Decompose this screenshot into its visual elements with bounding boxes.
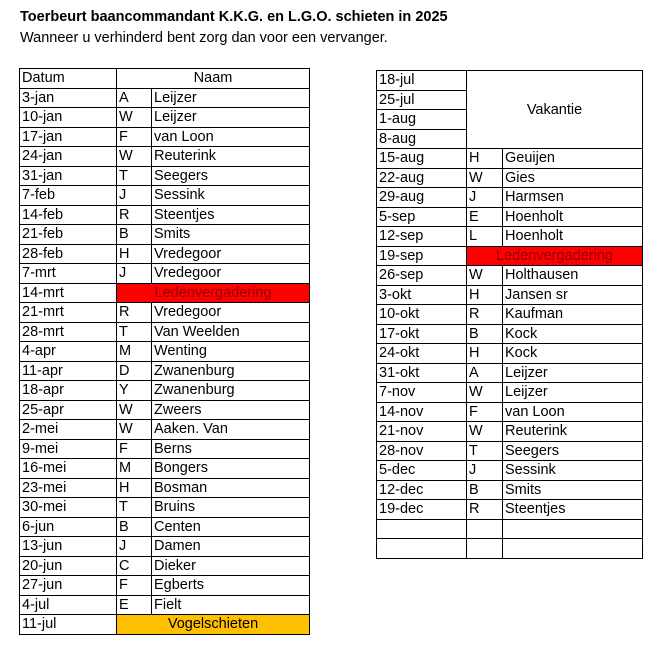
- table-header-row: [20, 69, 310, 89]
- letter-cell: F: [117, 439, 152, 459]
- date-cell: 27-jun: [20, 576, 117, 596]
- letter-cell: B: [117, 225, 152, 245]
- date-cell: 9-mei: [20, 439, 117, 459]
- name-cell: Steentjes: [152, 205, 310, 225]
- date-cell: 19-dec: [377, 500, 467, 520]
- table-row: [377, 461, 643, 481]
- table-row: [20, 381, 310, 401]
- table-row: [20, 283, 310, 303]
- name-cell: van Loon: [503, 402, 643, 422]
- name-cell: Zwanenburg: [152, 381, 310, 401]
- table-row: [377, 500, 643, 520]
- name-cell: Vredegoor: [152, 244, 310, 264]
- date-cell: 11-apr: [20, 361, 117, 381]
- table-row: [377, 402, 643, 422]
- date-cell: 25-apr: [20, 400, 117, 420]
- table-row: [377, 168, 643, 188]
- table-row: [20, 400, 310, 420]
- letter-cell: W: [467, 266, 503, 286]
- date-cell: [377, 539, 467, 559]
- table-row: [377, 441, 643, 461]
- date-cell: 16-mei: [20, 459, 117, 479]
- date-cell: 11-jul: [20, 615, 117, 635]
- letter-cell: L: [467, 227, 503, 247]
- table-row: [377, 422, 643, 442]
- date-cell: 7-feb: [20, 186, 117, 206]
- name-cell: Kock: [503, 324, 643, 344]
- name-cell: Van Weelden: [152, 322, 310, 342]
- name-cell: Gies: [503, 168, 643, 188]
- letter-cell: [467, 539, 503, 559]
- date-cell: 22-aug: [377, 168, 467, 188]
- name-cell: van Loon: [152, 127, 310, 147]
- name-cell: Hoenholt: [503, 207, 643, 227]
- date-cell: 7-nov: [377, 383, 467, 403]
- event-cell: Vogelschieten: [117, 615, 310, 635]
- page-title: Toerbeurt baancommandant K.K.G. en L.G.O. schieten in 2025: [20, 9, 448, 25]
- name-cell: Leijzer: [503, 363, 643, 383]
- letter-cell: E: [117, 595, 152, 615]
- name-cell: Bruins: [152, 498, 310, 518]
- name-cell: [503, 519, 643, 539]
- date-cell: 28-feb: [20, 244, 117, 264]
- name-cell: Reuterink: [503, 422, 643, 442]
- date-cell: 1-aug: [377, 110, 467, 130]
- date-cell: 31-jan: [20, 166, 117, 186]
- letter-cell: H: [117, 478, 152, 498]
- date-cell: 3-jan: [20, 88, 117, 108]
- vacation-label: Vakantie: [467, 71, 643, 149]
- name-cell: Damen: [152, 537, 310, 557]
- table-row: [20, 264, 310, 284]
- table-row: [377, 480, 643, 500]
- date-cell: 14-feb: [20, 205, 117, 225]
- letter-cell: W: [467, 383, 503, 403]
- date-cell: 8-aug: [377, 129, 467, 149]
- letter-cell: R: [467, 305, 503, 325]
- date-cell: 25-jul: [377, 90, 467, 110]
- table-row: [377, 246, 643, 266]
- name-cell: Sessink: [503, 461, 643, 481]
- table-row: [377, 324, 643, 344]
- date-cell: 29-aug: [377, 188, 467, 208]
- letter-cell: W: [467, 168, 503, 188]
- name-cell: Sessink: [152, 186, 310, 206]
- table-row: [377, 519, 643, 539]
- table-row: [377, 207, 643, 227]
- header-name: Naam: [117, 69, 310, 89]
- letter-cell: T: [467, 441, 503, 461]
- letter-cell: F: [467, 402, 503, 422]
- name-cell: Berns: [152, 439, 310, 459]
- date-cell: 21-feb: [20, 225, 117, 245]
- table-row: [377, 305, 643, 325]
- letter-cell: R: [117, 205, 152, 225]
- letter-cell: Y: [117, 381, 152, 401]
- date-cell: 21-nov: [377, 422, 467, 442]
- table-row: [377, 149, 643, 169]
- letter-cell: H: [117, 244, 152, 264]
- table-row: [377, 266, 643, 286]
- table-row: [377, 188, 643, 208]
- letter-cell: T: [117, 166, 152, 186]
- table-row: [20, 322, 310, 342]
- schedule-table-right: [376, 70, 643, 559]
- table-row: [20, 498, 310, 518]
- letter-cell: J: [117, 264, 152, 284]
- table-row: [377, 285, 643, 305]
- letter-cell: W: [467, 422, 503, 442]
- name-cell: Dieker: [152, 556, 310, 576]
- letter-cell: W: [117, 420, 152, 440]
- date-cell: 20-jun: [20, 556, 117, 576]
- date-cell: 12-dec: [377, 480, 467, 500]
- table-row: [20, 595, 310, 615]
- name-cell: Vredegoor: [152, 303, 310, 323]
- table-row: [20, 361, 310, 381]
- name-cell: Leijzer: [503, 383, 643, 403]
- table-row: [20, 108, 310, 128]
- table-row: [377, 383, 643, 403]
- table-row: [20, 517, 310, 537]
- date-cell: 18-apr: [20, 381, 117, 401]
- table-row: [20, 576, 310, 596]
- date-cell: 19-sep: [377, 246, 467, 266]
- letter-cell: R: [117, 303, 152, 323]
- table-row: [20, 244, 310, 264]
- schedule-table-left: [19, 68, 310, 635]
- date-cell: 18-jul: [377, 71, 467, 91]
- event-cell: Ledenvergadering: [467, 246, 643, 266]
- name-cell: Zweers: [152, 400, 310, 420]
- name-cell: Zwanenburg: [152, 361, 310, 381]
- letter-cell: J: [117, 537, 152, 557]
- letter-cell: A: [467, 363, 503, 383]
- date-cell: 23-mei: [20, 478, 117, 498]
- date-cell: 7-mrt: [20, 264, 117, 284]
- name-cell: Leijzer: [152, 88, 310, 108]
- name-cell: Steentjes: [503, 500, 643, 520]
- name-cell: Kock: [503, 344, 643, 364]
- date-cell: 26-sep: [377, 266, 467, 286]
- table-row: [20, 459, 310, 479]
- event-cell: Ledenvergadering: [117, 283, 310, 303]
- table-row: [377, 539, 643, 559]
- page-subtitle: Wanneer u verhinderd bent zorg dan voor een vervanger.: [20, 30, 388, 46]
- table-row: [20, 225, 310, 245]
- letter-cell: J: [467, 188, 503, 208]
- letter-cell: H: [467, 149, 503, 169]
- letter-cell: [467, 519, 503, 539]
- name-cell: Hoenholt: [503, 227, 643, 247]
- table-row: [377, 227, 643, 247]
- table-row: [20, 556, 310, 576]
- letter-cell: H: [467, 344, 503, 364]
- letter-cell: R: [467, 500, 503, 520]
- date-cell: 17-jan: [20, 127, 117, 147]
- name-cell: Jansen sr: [503, 285, 643, 305]
- letter-cell: B: [117, 517, 152, 537]
- table-row: [20, 303, 310, 323]
- table-row: [20, 147, 310, 167]
- name-cell: Leijzer: [152, 108, 310, 128]
- name-cell: Reuterink: [152, 147, 310, 167]
- date-cell: 15-aug: [377, 149, 467, 169]
- date-cell: [377, 519, 467, 539]
- letter-cell: H: [467, 285, 503, 305]
- name-cell: Wenting: [152, 342, 310, 362]
- name-cell: Kaufman: [503, 305, 643, 325]
- date-cell: 3-okt: [377, 285, 467, 305]
- letter-cell: F: [117, 576, 152, 596]
- name-cell: Seegers: [503, 441, 643, 461]
- letter-cell: M: [117, 342, 152, 362]
- letter-cell: M: [117, 459, 152, 479]
- table-row: [20, 537, 310, 557]
- date-cell: 14-nov: [377, 402, 467, 422]
- letter-cell: W: [117, 108, 152, 128]
- date-cell: 24-jan: [20, 147, 117, 167]
- name-cell: Geuijen: [503, 149, 643, 169]
- date-cell: 31-okt: [377, 363, 467, 383]
- date-cell: 12-sep: [377, 227, 467, 247]
- table-row: [20, 127, 310, 147]
- name-cell: Smits: [152, 225, 310, 245]
- table-row: [377, 363, 643, 383]
- table-row: [20, 420, 310, 440]
- date-cell: 5-dec: [377, 461, 467, 481]
- date-cell: 14-mrt: [20, 283, 117, 303]
- date-cell: 10-jan: [20, 108, 117, 128]
- table-row: [20, 166, 310, 186]
- name-cell: Holthausen: [503, 266, 643, 286]
- letter-cell: B: [467, 324, 503, 344]
- date-cell: 17-okt: [377, 324, 467, 344]
- vacation-row: [377, 71, 643, 91]
- table-row: [20, 186, 310, 206]
- table-row: [20, 88, 310, 108]
- table-row: [377, 344, 643, 364]
- name-cell: Egberts: [152, 576, 310, 596]
- letter-cell: T: [117, 498, 152, 518]
- letter-cell: C: [117, 556, 152, 576]
- date-cell: 21-mrt: [20, 303, 117, 323]
- date-cell: 13-jun: [20, 537, 117, 557]
- table-row: [20, 439, 310, 459]
- table-row: [20, 615, 310, 635]
- date-cell: 4-apr: [20, 342, 117, 362]
- name-cell: Fielt: [152, 595, 310, 615]
- table-row: [20, 342, 310, 362]
- name-cell: Aaken. Van: [152, 420, 310, 440]
- header-date: Datum: [20, 69, 117, 89]
- letter-cell: F: [117, 127, 152, 147]
- name-cell: Harmsen: [503, 188, 643, 208]
- name-cell: Smits: [503, 480, 643, 500]
- letter-cell: W: [117, 400, 152, 420]
- date-cell: 24-okt: [377, 344, 467, 364]
- date-cell: 2-mei: [20, 420, 117, 440]
- date-cell: 30-mei: [20, 498, 117, 518]
- name-cell: Centen: [152, 517, 310, 537]
- name-cell: Seegers: [152, 166, 310, 186]
- letter-cell: D: [117, 361, 152, 381]
- date-cell: 28-nov: [377, 441, 467, 461]
- letter-cell: B: [467, 480, 503, 500]
- letter-cell: J: [467, 461, 503, 481]
- letter-cell: W: [117, 147, 152, 167]
- date-cell: 28-mrt: [20, 322, 117, 342]
- table-row: [20, 478, 310, 498]
- letter-cell: J: [117, 186, 152, 206]
- date-cell: 5-sep: [377, 207, 467, 227]
- date-cell: 6-jun: [20, 517, 117, 537]
- letter-cell: A: [117, 88, 152, 108]
- name-cell: Vredegoor: [152, 264, 310, 284]
- date-cell: 4-jul: [20, 595, 117, 615]
- letter-cell: T: [117, 322, 152, 342]
- letter-cell: E: [467, 207, 503, 227]
- table-row: [20, 205, 310, 225]
- name-cell: Bongers: [152, 459, 310, 479]
- name-cell: Bosman: [152, 478, 310, 498]
- date-cell: 10-okt: [377, 305, 467, 325]
- name-cell: [503, 539, 643, 559]
